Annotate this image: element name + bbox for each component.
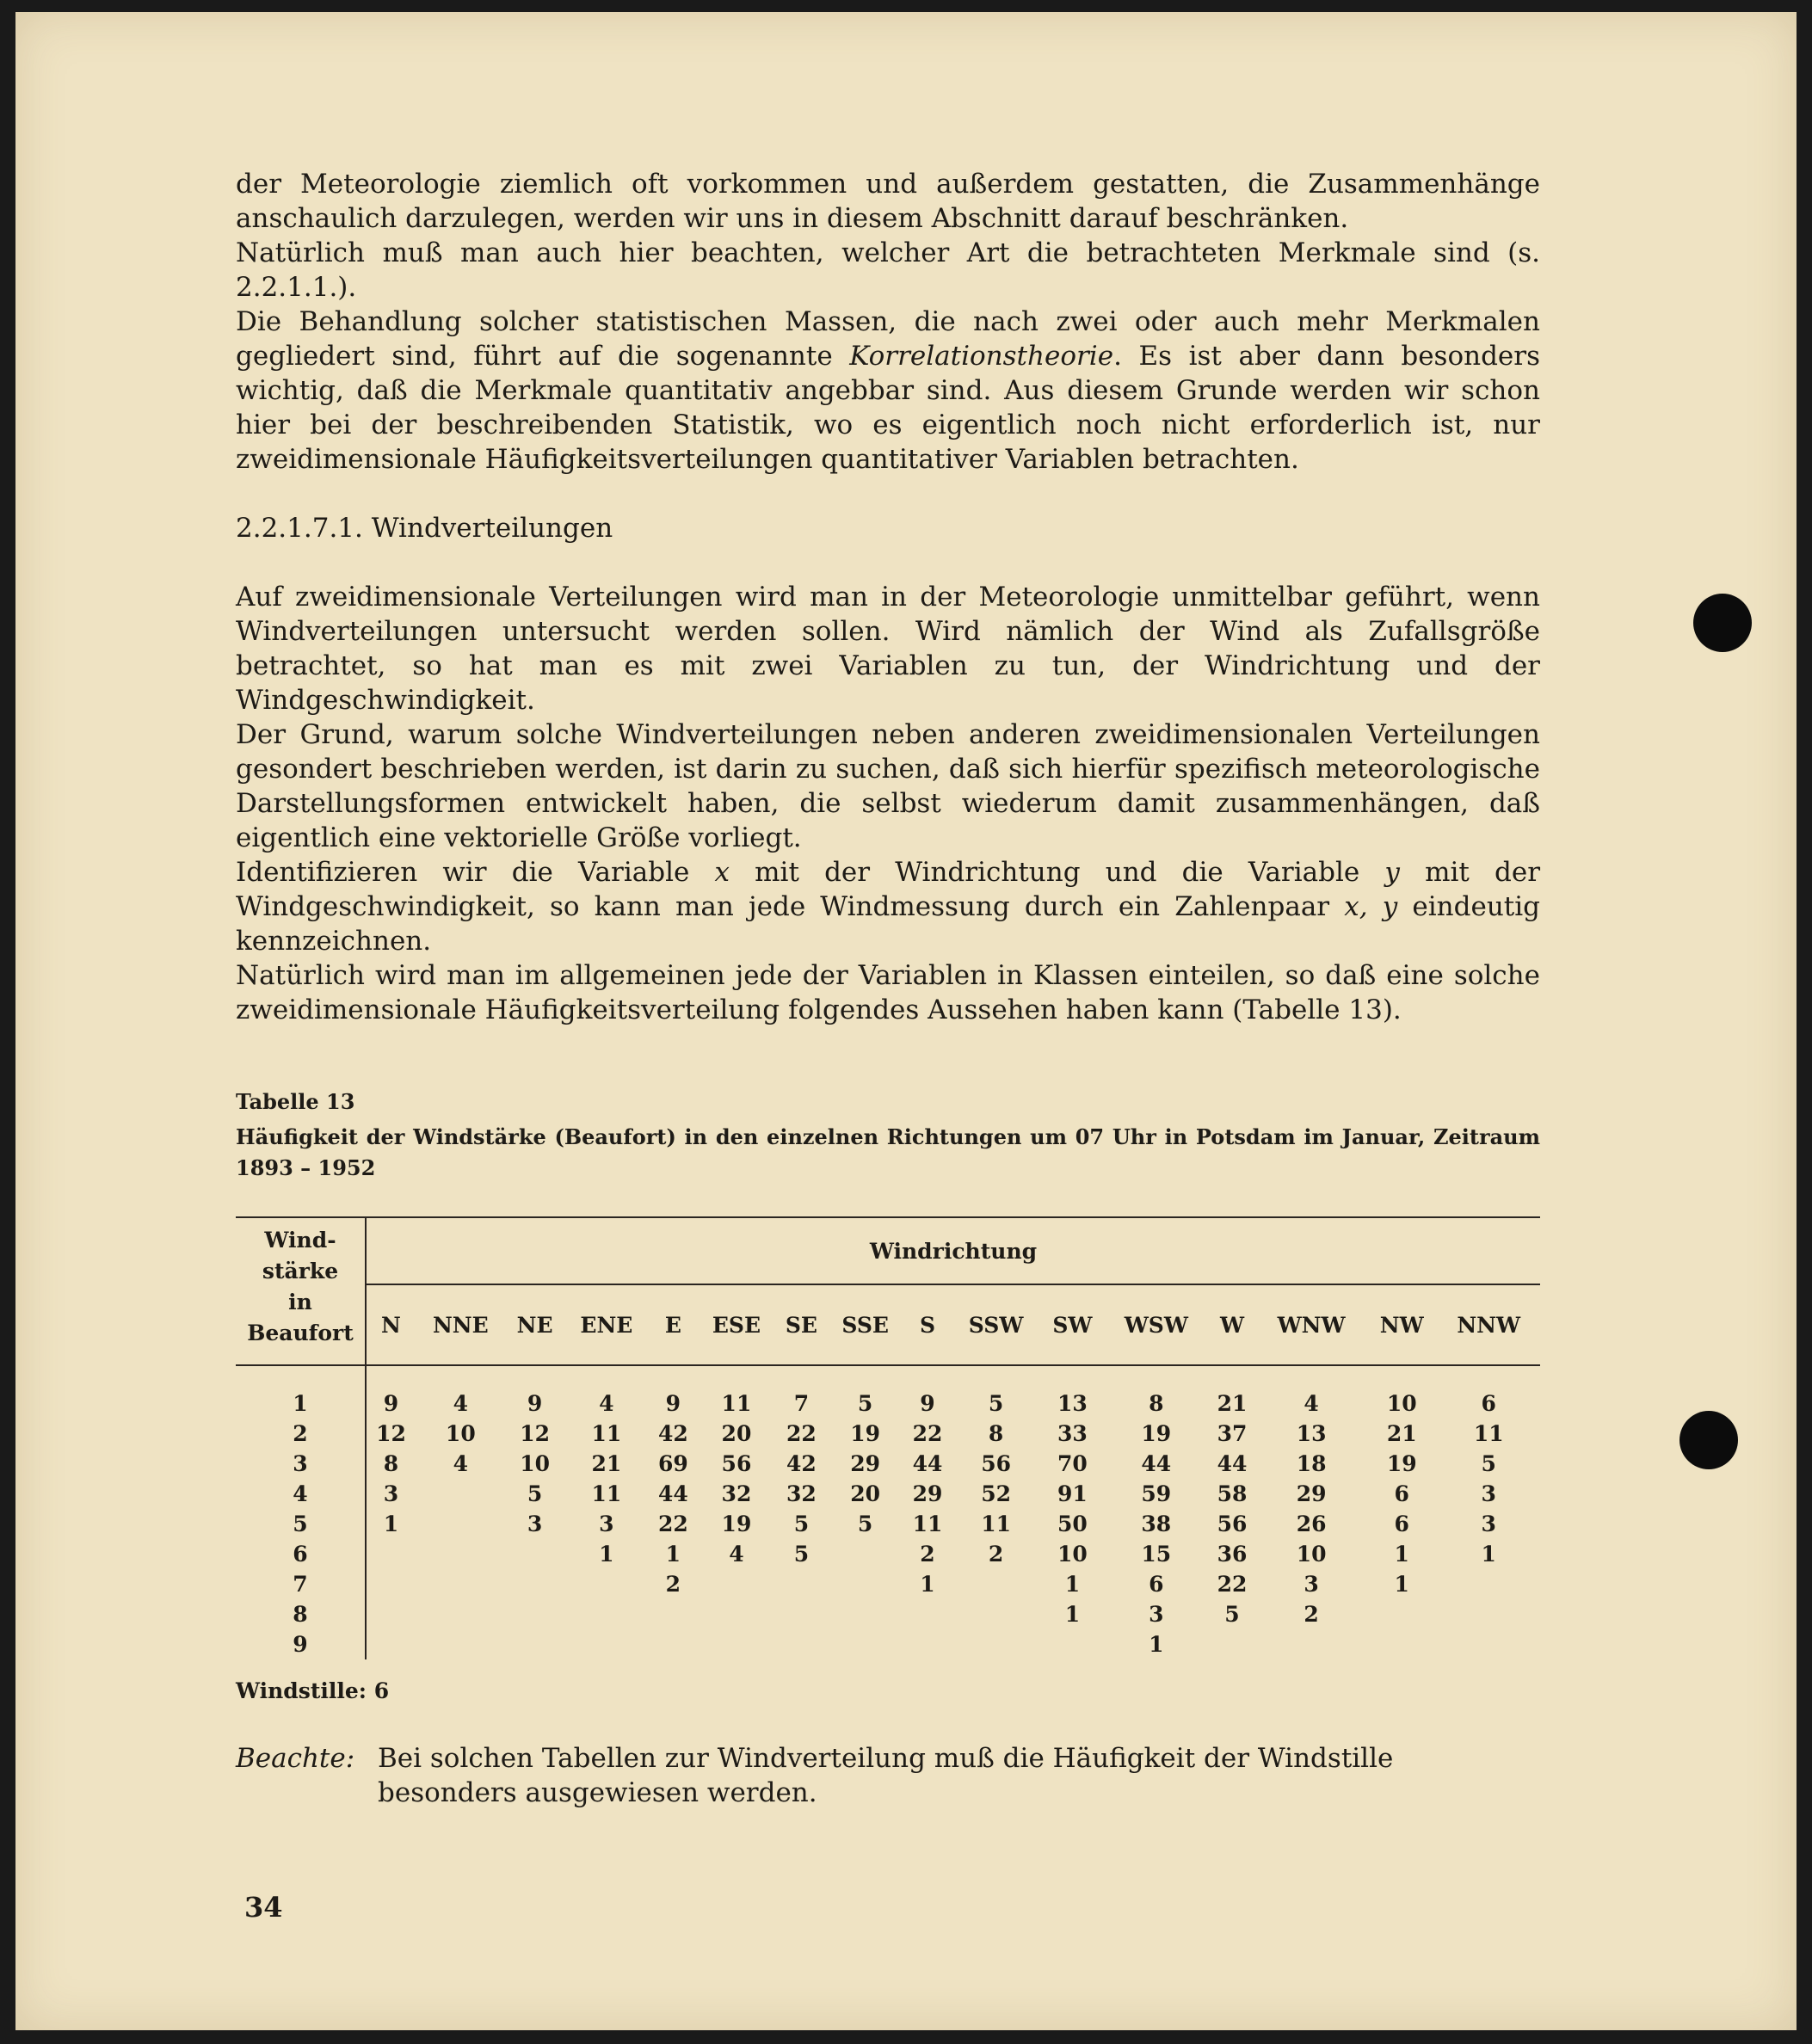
frequency-cell: 50 <box>1057 1511 1088 1536</box>
frequency-cell: 19 <box>1141 1421 1172 1446</box>
frequency-cell: 1 <box>1064 1572 1081 1597</box>
frequency-cell: 11 <box>721 1391 752 1416</box>
frequency-cell: 7 <box>793 1391 810 1416</box>
frequency-cell <box>1437 1629 1540 1659</box>
frequency-cell <box>827 1539 903 1569</box>
beaufort-value: 1 <box>236 1365 366 1419</box>
frequency-cell: 59 <box>1141 1481 1172 1506</box>
frequency-cell: 32 <box>721 1481 752 1506</box>
book-page <box>15 12 1797 2030</box>
beaufort-value: 6 <box>236 1539 366 1569</box>
text-run: . Es ist aber dann besonders wichtig, daß die Merkmale quantitativ angebbar sind. Aus diesem Grunde werden wir schon hier bei der beschreibenden Statistik, wo es eigentlich noch nicht erforderlich ist, nur zweidimensionale Häufigkeitsverteilungen quantitativer Variablen betrachten. <box>236 341 1540 475</box>
frequency-cell: 36 <box>1217 1542 1248 1567</box>
frequency-cell: 15 <box>1141 1542 1172 1567</box>
direction-header: SSW <box>952 1284 1040 1365</box>
frequency-cell: 3 <box>527 1511 543 1536</box>
frequency-cell: 21 <box>1217 1391 1248 1416</box>
frequency-cell: 33 <box>1057 1421 1088 1446</box>
frequency-cell <box>698 1599 776 1629</box>
frequency-cell <box>366 1599 416 1629</box>
frequency-cell: 12 <box>376 1421 406 1446</box>
frequency-cell: 10 <box>1386 1391 1417 1416</box>
table-row <box>236 1365 1540 1419</box>
frequency-cell: 20 <box>850 1481 881 1506</box>
frequency-cell <box>1256 1629 1366 1659</box>
frequency-cell: 8 <box>988 1421 1004 1446</box>
frequency-cell: 22 <box>912 1421 943 1446</box>
direction-header: NNE <box>416 1284 506 1365</box>
frequency-cell: 4 <box>1304 1391 1319 1416</box>
frequency-cell: 3 <box>1304 1572 1319 1597</box>
frequency-cell: 9 <box>665 1391 681 1416</box>
frequency-cell <box>416 1509 506 1539</box>
calm-count <box>236 1678 1540 1703</box>
frequency-cell <box>952 1599 1040 1629</box>
frequency-cell: 29 <box>912 1481 943 1506</box>
frequency-cell: 11 <box>912 1511 943 1536</box>
table-row <box>236 1629 1540 1659</box>
frequency-cell: 8 <box>383 1451 399 1476</box>
frequency-cell <box>775 1629 827 1659</box>
frequency-cell <box>506 1629 564 1659</box>
beaufort-value: 9 <box>236 1629 366 1659</box>
page-content <box>236 167 1540 1810</box>
frequency-cell <box>698 1569 776 1599</box>
frequency-cell: 56 <box>721 1451 752 1476</box>
frequency-cell: 10 <box>1296 1542 1327 1567</box>
frequency-cell <box>564 1599 650 1629</box>
frequency-cell <box>1366 1629 1437 1659</box>
direction-header: W <box>1208 1284 1256 1365</box>
frequency-cell: 22 <box>786 1421 817 1446</box>
frequency-cell: 1 <box>920 1572 935 1597</box>
paragraph <box>236 305 1540 477</box>
frequency-cell <box>775 1599 827 1629</box>
header-windrichtung: Windrichtung <box>366 1217 1540 1284</box>
frequency-cell <box>903 1599 952 1629</box>
frequency-cell: 29 <box>1296 1481 1327 1506</box>
table-header-row <box>236 1217 1540 1284</box>
direction-header: SW <box>1040 1284 1105 1365</box>
direction-header: S <box>903 1284 952 1365</box>
note-text: Bei solchen Tabellen zur Windverteilung muß die Häufigkeit der Windstille besonders ausgewiesen werden. <box>378 1743 1394 1808</box>
frequency-cell: 42 <box>657 1421 688 1446</box>
beaufort-value: 7 <box>236 1569 366 1599</box>
frequency-cell: 19 <box>1386 1451 1417 1476</box>
header-beaufort-line: Wind- <box>264 1228 336 1253</box>
italic-term: Korrelationstheorie <box>849 341 1114 372</box>
header-beaufort-line: stärke <box>262 1259 339 1284</box>
frequency-cell: 21 <box>1386 1421 1417 1446</box>
header-beaufort-line: Beaufort <box>247 1321 354 1345</box>
frequency-cell: 1 <box>1394 1572 1409 1597</box>
frequency-cell <box>952 1629 1040 1659</box>
frequency-cell: 29 <box>850 1451 881 1476</box>
frequency-cell <box>698 1629 776 1659</box>
frequency-cell: 56 <box>981 1451 1012 1476</box>
text-run: Die Behandlung solcher statistischen Massen, die nach zwei oder auch mehr Merkmalen gegliedert sind, führt auf die sogenannte <box>236 306 1540 372</box>
frequency-cell: 5 <box>793 1511 810 1536</box>
variable-x: x <box>714 857 730 888</box>
beaufort-value: 3 <box>236 1449 366 1479</box>
table-caption <box>236 1087 1540 1184</box>
frequency-cell: 2 <box>1304 1602 1319 1627</box>
frequency-cell: 5 <box>857 1391 873 1416</box>
frequency-cell <box>366 1539 416 1569</box>
frequency-cell: 13 <box>1057 1391 1088 1416</box>
paragraph: Natürlich muß man auch hier beachten, welcher Art die betrachteten Merkmale sind (s. 2.2.1.1.). <box>236 237 1540 303</box>
table-direction-row <box>236 1284 1540 1365</box>
frequency-cell <box>1437 1569 1540 1599</box>
frequency-cell <box>1040 1629 1105 1659</box>
frequency-cell: 32 <box>786 1481 817 1506</box>
calm-label: Windstille: <box>236 1678 367 1703</box>
frequency-cell: 6 <box>1394 1481 1409 1506</box>
table-row <box>236 1509 1540 1539</box>
frequency-cell: 1 <box>383 1511 399 1536</box>
frequency-cell: 19 <box>721 1511 752 1536</box>
direction-header: WNW <box>1256 1284 1366 1365</box>
frequency-cell: 11 <box>1473 1421 1504 1446</box>
frequency-cell <box>366 1629 416 1659</box>
section-heading: 2.2.1.7.1. Windverteilungen <box>236 513 613 544</box>
direction-header: NE <box>506 1284 564 1365</box>
frequency-cell <box>775 1569 827 1599</box>
direction-header: ENE <box>564 1284 650 1365</box>
frequency-cell: 12 <box>520 1421 551 1446</box>
frequency-cell: 21 <box>591 1451 622 1476</box>
frequency-cell: 6 <box>1394 1511 1409 1536</box>
frequency-cell: 9 <box>383 1391 399 1416</box>
frequency-cell: 5 <box>988 1391 1004 1416</box>
frequency-cell: 91 <box>1057 1481 1088 1506</box>
table-row <box>236 1539 1540 1569</box>
direction-header: WSW <box>1105 1284 1208 1365</box>
frequency-cell <box>506 1569 564 1599</box>
wind-frequency-table <box>236 1216 1540 1659</box>
table-label: Tabelle 13 <box>236 1089 355 1114</box>
frequency-cell <box>649 1629 697 1659</box>
frequency-cell: 5 <box>793 1542 810 1567</box>
paragraph <box>236 855 1540 958</box>
paragraph: Auf zweidimensionale Verteilungen wird man in der Meteorologie unmittelbar geführt, wenn Windverteilungen untersucht werden sollen. Wird nämlich der Wind als Zufallsgröße betrachtet, so hat man es mit zwei Variablen zu tun, der Windrichtung und der Windgeschwindigkeit. <box>236 582 1540 716</box>
text-run: mit der Windrichtung und die Variable <box>730 857 1385 888</box>
variable-pair: x, y <box>1344 891 1398 922</box>
frequency-cell: 1 <box>599 1542 614 1567</box>
frequency-cell: 3 <box>383 1481 399 1506</box>
frequency-cell: 6 <box>1149 1572 1164 1597</box>
paragraph: Natürlich wird man im allgemeinen jede der Variablen in Klassen einteilen, so daß eine solche zweidimensionale Häufigkeitsverteilung folgendes Aussehen haben kann (Tabelle 13). <box>236 960 1540 1025</box>
frequency-cell <box>649 1599 697 1629</box>
note-label: Beachte: <box>236 1743 355 1774</box>
direction-header: SE <box>775 1284 827 1365</box>
frequency-cell <box>827 1569 903 1599</box>
frequency-cell: 1 <box>1394 1542 1409 1567</box>
frequency-cell: 56 <box>1217 1511 1248 1536</box>
frequency-cell: 9 <box>527 1391 543 1416</box>
frequency-cell: 3 <box>599 1511 614 1536</box>
frequency-cell: 52 <box>981 1481 1012 1506</box>
frequency-cell: 70 <box>1057 1451 1088 1476</box>
frequency-cell <box>416 1599 506 1629</box>
frequency-cell <box>564 1569 650 1599</box>
frequency-cell: 1 <box>1481 1542 1496 1567</box>
direction-header: SSE <box>827 1284 903 1365</box>
punch-hole <box>1693 594 1752 652</box>
frequency-cell: 5 <box>527 1481 543 1506</box>
frequency-cell: 22 <box>657 1511 688 1536</box>
direction-header: NNW <box>1437 1284 1540 1365</box>
frequency-cell: 26 <box>1296 1511 1327 1536</box>
paragraph: der Meteorologie ziemlich oft vorkommen und außerdem gestatten, die Zusammenhänge anschaulich darzulegen, werden wir uns in diesem Abschnitt darauf beschränken. <box>236 169 1540 234</box>
variable-y: y <box>1384 857 1400 888</box>
frequency-cell: 10 <box>1057 1542 1088 1567</box>
frequency-cell: 4 <box>599 1391 614 1416</box>
frequency-cell: 2 <box>988 1542 1004 1567</box>
frequency-cell: 4 <box>453 1391 469 1416</box>
frequency-cell: 9 <box>920 1391 935 1416</box>
frequency-cell: 69 <box>657 1451 688 1476</box>
frequency-cell: 4 <box>729 1542 744 1567</box>
frequency-cell: 19 <box>850 1421 881 1446</box>
beaufort-value: 5 <box>236 1509 366 1539</box>
frequency-cell: 11 <box>981 1511 1012 1536</box>
direction-header: N <box>366 1284 416 1365</box>
frequency-cell: 3 <box>1481 1511 1496 1536</box>
punch-hole <box>1679 1411 1738 1469</box>
frequency-cell: 1 <box>1064 1602 1081 1627</box>
header-beaufort-line: in <box>288 1290 312 1314</box>
frequency-cell <box>1208 1629 1256 1659</box>
calm-value: 6 <box>373 1678 390 1703</box>
table-row <box>236 1569 1540 1599</box>
beaufort-value: 2 <box>236 1419 366 1449</box>
frequency-cell: 18 <box>1296 1451 1327 1476</box>
frequency-cell: 2 <box>665 1572 681 1597</box>
table-title: Häufigkeit der Windstärke (Beaufort) in den einzelnen Richtungen um 07 Uhr in Potsdam im Januar, Zeitraum 1893 – 1952 <box>236 1124 1540 1180</box>
frequency-cell <box>416 1539 506 1569</box>
text-run: eindeutig kennzeichnen. <box>236 891 1541 957</box>
paragraph: Der Grund, warum solche Windverteilungen neben anderen zweidimensionalen Verteilungen gesondert beschrieben werden, ist darin zu suchen, daß sich hierfür spezifisch meteorologische Darstellungsformen entwickelt haben, die selbst wiederum damit zusammenhängen, daß eigentlich eine vektorielle Größe vorliegt. <box>236 719 1540 853</box>
frequency-cell <box>366 1569 416 1599</box>
frequency-cell <box>416 1629 506 1659</box>
direction-header: ESE <box>698 1284 776 1365</box>
frequency-cell: 20 <box>721 1421 752 1446</box>
frequency-cell <box>1366 1599 1437 1629</box>
beaufort-value: 8 <box>236 1599 366 1629</box>
frequency-cell: 3 <box>1149 1602 1164 1627</box>
frequency-cell: 22 <box>1217 1572 1248 1597</box>
frequency-cell <box>827 1629 903 1659</box>
frequency-cell: 58 <box>1217 1481 1248 1506</box>
frequency-cell: 11 <box>591 1481 622 1506</box>
frequency-cell: 5 <box>1481 1451 1496 1476</box>
frequency-cell: 13 <box>1296 1421 1327 1446</box>
text-run: mit der Windgeschwindigkeit, so kann man jede Windmessung durch ein Zahlenpaar <box>236 857 1541 922</box>
frequency-cell: 4 <box>453 1451 469 1476</box>
table-row <box>236 1599 1540 1629</box>
frequency-cell: 44 <box>912 1451 943 1476</box>
frequency-cell: 44 <box>657 1481 688 1506</box>
frequency-cell <box>564 1629 650 1659</box>
frequency-cell <box>827 1599 903 1629</box>
frequency-cell: 38 <box>1141 1511 1172 1536</box>
table-row <box>236 1479 1540 1509</box>
note <box>236 1741 1540 1810</box>
frequency-cell: 11 <box>591 1421 622 1446</box>
frequency-cell: 37 <box>1217 1421 1248 1446</box>
frequency-cell: 1 <box>1149 1632 1164 1657</box>
frequency-cell: 5 <box>1224 1602 1240 1627</box>
frequency-cell <box>1437 1599 1540 1629</box>
frequency-cell: 44 <box>1141 1451 1172 1476</box>
frequency-cell: 10 <box>445 1421 476 1446</box>
frequency-cell: 42 <box>786 1451 817 1476</box>
frequency-cell: 3 <box>1481 1481 1496 1506</box>
frequency-cell: 6 <box>1481 1391 1496 1416</box>
direction-header: E <box>649 1284 697 1365</box>
text-run: Identifizieren wir die Variable <box>236 857 715 888</box>
frequency-cell: 2 <box>920 1542 935 1567</box>
frequency-cell <box>952 1569 1040 1599</box>
direction-header: NW <box>1366 1284 1437 1365</box>
frequency-cell <box>506 1599 564 1629</box>
frequency-cell <box>416 1569 506 1599</box>
beaufort-value: 4 <box>236 1479 366 1509</box>
frequency-cell: 1 <box>665 1542 681 1567</box>
page-number: 34 <box>244 1891 283 1924</box>
header-beaufort <box>236 1217 366 1365</box>
frequency-cell: 8 <box>1149 1391 1164 1416</box>
frequency-cell <box>903 1629 952 1659</box>
frequency-cell: 5 <box>857 1511 873 1536</box>
frequency-cell: 44 <box>1217 1451 1248 1476</box>
table-row <box>236 1449 1540 1479</box>
frequency-cell <box>506 1539 564 1569</box>
table-row <box>236 1419 1540 1449</box>
frequency-cell <box>416 1479 506 1509</box>
frequency-cell: 10 <box>520 1451 551 1476</box>
